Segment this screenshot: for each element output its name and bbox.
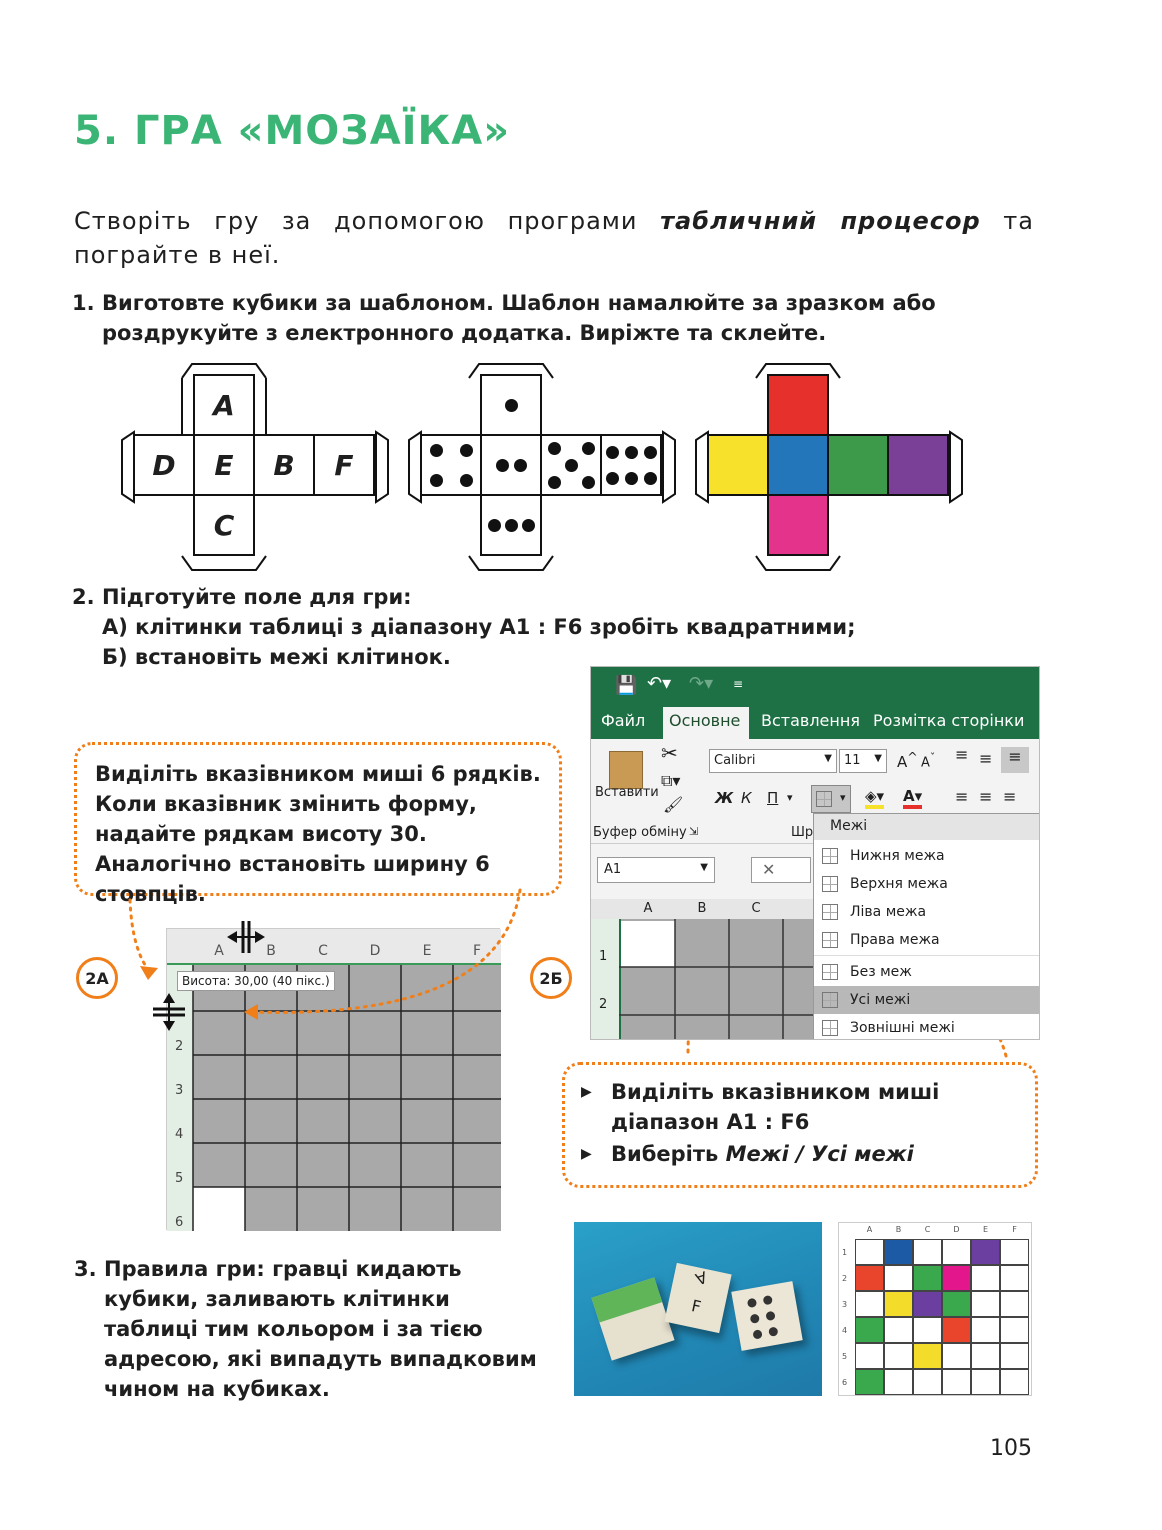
- step-2-b-label: Б): [102, 645, 128, 669]
- result-cell: [942, 1369, 971, 1395]
- row-header-6[interactable]: 6: [175, 1215, 184, 1230]
- callout-right-item-2: [581, 1137, 1019, 1171]
- result-cell: [1000, 1317, 1029, 1343]
- menu-item-label: Верхня межа: [850, 876, 948, 892]
- font-color-icon[interactable]: A▾: [903, 787, 922, 809]
- increase-font-icon[interactable]: A^: [897, 749, 918, 771]
- align-center-icon[interactable]: ≡: [979, 787, 993, 806]
- right-border-icon: [822, 932, 838, 948]
- col-header-d[interactable]: D: [369, 943, 381, 959]
- step-2-number: 2.: [72, 585, 95, 609]
- font-size-value: 11: [844, 753, 861, 768]
- result-grid-cells: [839, 1223, 1033, 1397]
- borders-icon: [816, 791, 832, 807]
- menu-title: Межі: [814, 814, 1040, 840]
- cube-face-a: A: [193, 374, 255, 436]
- cancel-edit-icon[interactable]: ✕: [751, 857, 811, 883]
- result-cell: [913, 1343, 942, 1369]
- result-grid: [838, 1222, 1032, 1396]
- tab-home[interactable]: Основне: [663, 707, 749, 739]
- paste-button[interactable]: Вставити: [595, 785, 659, 800]
- photo-die-letter-a: A: [693, 1267, 710, 1289]
- borders-button[interactable]: [811, 785, 851, 813]
- align-top-icon[interactable]: ≡: [955, 745, 969, 764]
- top-border-icon: [822, 876, 838, 892]
- fill-color-icon[interactable]: ◈▾: [865, 787, 884, 809]
- result-row-header: 5: [842, 1352, 848, 1361]
- italic-button[interactable]: К: [741, 789, 752, 807]
- no-border-icon: [822, 964, 838, 980]
- photo-die-letter-f: F: [689, 1296, 703, 1317]
- menu-item-no-border[interactable]: [814, 958, 1040, 986]
- menu-item-label: Зовнішні межі: [850, 1020, 955, 1036]
- callout-right-item-1-text: Виділіть вказівником миші діапазон A1 : F6: [611, 1080, 940, 1134]
- step-3-text: гравці кидають кубики, заливають клітинки таблиці тим кольором і за тією адресою, які випадуть випадковим чином на кубиках.: [104, 1257, 537, 1401]
- underline-dropdown-icon[interactable]: ▾: [787, 791, 793, 804]
- result-cell: [855, 1343, 884, 1369]
- page-number: 105: [990, 1436, 1032, 1461]
- result-cell: [942, 1239, 971, 1265]
- result-row-header: 2: [842, 1274, 848, 1283]
- col-header-c[interactable]: C: [751, 901, 761, 916]
- result-cell: [855, 1369, 884, 1395]
- undo-icon[interactable]: ↶▾: [647, 673, 672, 694]
- photo-die-dots: [731, 1281, 802, 1351]
- result-col-header: E: [982, 1225, 989, 1234]
- menu-item-right-border[interactable]: [814, 926, 1040, 954]
- photo-die-green: [591, 1277, 674, 1360]
- result-cell: [855, 1239, 884, 1265]
- tab-page-layout[interactable]: Розмітка сторінки: [873, 711, 1025, 730]
- result-cell: [1000, 1291, 1029, 1317]
- clipboard-group-label: Буфер обміну: [593, 825, 687, 840]
- result-row-header: 1: [842, 1248, 848, 1257]
- result-cell: [855, 1317, 884, 1343]
- tab-insert[interactable]: Вставлення: [761, 711, 860, 730]
- cube-face-d: D: [133, 434, 195, 496]
- cube-face-f: F: [313, 434, 375, 496]
- result-cell: [942, 1291, 971, 1317]
- callout-right: [562, 1062, 1038, 1188]
- result-col-header: F: [1012, 1225, 1017, 1234]
- chevron-down-icon: ▾: [840, 791, 846, 804]
- align-left-icon[interactable]: ≡: [955, 787, 969, 806]
- result-row-header: 6: [842, 1378, 848, 1387]
- cube-face-b: B: [253, 434, 315, 496]
- chevron-down-icon: ▼: [874, 753, 882, 764]
- excel-borders-screenshot: [590, 666, 1040, 1040]
- result-cell: [913, 1265, 942, 1291]
- underline-button[interactable]: П: [767, 789, 779, 807]
- step-3-label: Правила гри:: [104, 1257, 265, 1281]
- step-3: [74, 1254, 544, 1404]
- borders-dropdown-menu: [813, 813, 1040, 1040]
- quick-access-menu-icon[interactable]: ≡: [733, 677, 744, 691]
- col-header-c[interactable]: C: [318, 943, 328, 959]
- redo-icon[interactable]: ↷▾: [689, 673, 714, 694]
- callout-right-item-1: [581, 1077, 1019, 1137]
- intro-text-after: та пограйте в неї.: [74, 207, 1034, 269]
- bullet-triangle-icon: ▶: [581, 1146, 592, 1162]
- result-col-header: C: [924, 1225, 931, 1234]
- callout-right-item-2-text: Виберіть: [611, 1142, 726, 1166]
- step-3-number: 3.: [74, 1257, 97, 1281]
- tab-file[interactable]: Файл: [601, 711, 646, 730]
- bullet-triangle-icon: ▶: [581, 1084, 592, 1100]
- name-box-value: A1: [604, 862, 622, 877]
- row-header-4[interactable]: 4: [175, 1127, 184, 1142]
- bold-button[interactable]: Ж: [715, 789, 734, 807]
- result-cell: [855, 1265, 884, 1291]
- result-cell: [942, 1265, 971, 1291]
- menu-item-label: Ліва межа: [850, 904, 927, 920]
- step-2-b-text: встановіть межі клітинок.: [134, 645, 451, 669]
- result-cell: [971, 1317, 1000, 1343]
- font-group-label: Шр: [791, 825, 814, 840]
- step-2-a-text: клітинки таблиці з діапазону A1 : F6 зробіть квадратними;: [135, 615, 856, 639]
- badge-2a: 2А: [76, 957, 118, 999]
- result-cell: [913, 1239, 942, 1265]
- menu-item-label: Усі межі: [850, 992, 911, 1008]
- row-header-1[interactable]: 1: [599, 949, 608, 964]
- result-cell: [913, 1317, 942, 1343]
- row-header-3[interactable]: 3: [175, 1083, 184, 1098]
- clipboard-launcher-icon[interactable]: ⇲: [689, 825, 699, 838]
- result-cell: [884, 1291, 913, 1317]
- result-cell: [855, 1291, 884, 1317]
- outside-borders-icon: [822, 1020, 838, 1036]
- result-col-header: D: [953, 1225, 960, 1234]
- intro-text-before: Створіть гру за допомогою програми: [74, 207, 661, 235]
- save-icon[interactable]: 💾: [615, 675, 638, 696]
- result-cell: [971, 1369, 1000, 1395]
- result-cell: [1000, 1369, 1029, 1395]
- step-1-number: 1.: [72, 291, 95, 315]
- result-cell: [971, 1265, 1000, 1291]
- cut-icon[interactable]: ✂: [661, 741, 678, 765]
- col-header-a[interactable]: A: [214, 943, 224, 959]
- align-right-icon[interactable]: ≡: [1003, 787, 1017, 806]
- dice-photo: [574, 1222, 822, 1396]
- result-col-header: A: [866, 1225, 873, 1234]
- result-cell: [884, 1343, 913, 1369]
- col-header-e[interactable]: E: [422, 943, 432, 959]
- copy-icon[interactable]: ⧉▾: [661, 771, 681, 790]
- result-row-header: 4: [842, 1326, 848, 1335]
- intro-emphasis: табличний процесор: [660, 207, 981, 235]
- page-title: 5. ГРА «МОЗАЇКА»: [74, 108, 511, 154]
- result-cell: [971, 1343, 1000, 1369]
- result-cell: [1000, 1343, 1029, 1369]
- font-name-value: Calibri: [714, 753, 756, 768]
- cube-face-c: C: [193, 494, 255, 556]
- result-cell: [942, 1317, 971, 1343]
- format-painter-icon[interactable]: 🖌: [663, 795, 684, 814]
- result-cell: [1000, 1265, 1029, 1291]
- col-header-a[interactable]: A: [643, 901, 653, 916]
- all-borders-icon: [822, 992, 838, 1008]
- result-cell: [884, 1369, 913, 1395]
- chevron-down-icon: ▼: [700, 862, 708, 873]
- menu-item-all-borders[interactable]: [814, 986, 1040, 1014]
- menu-item-outside-borders[interactable]: [814, 1014, 1040, 1040]
- photo-die-letters: [664, 1263, 731, 1333]
- menu-item-label: Нижня межа: [850, 848, 945, 864]
- col-header-f[interactable]: F: [472, 943, 482, 959]
- result-cell: [913, 1369, 942, 1395]
- row-height-tooltip: Висота: 30,00 (40 пікс.): [177, 971, 335, 991]
- row-header-bar: [591, 919, 619, 1040]
- badge-2b: 2Б: [530, 957, 572, 999]
- result-cell: [971, 1239, 1000, 1265]
- step-1-text: Виготовте кубики за шаблоном. Шаблон намалюйте за зразком або роздрукуйте з електронного додатка. Виріжте та склейте.: [102, 291, 936, 345]
- align-bottom-icon[interactable]: ≡: [1001, 747, 1029, 773]
- paste-icon[interactable]: [609, 751, 643, 789]
- result-cell: [1000, 1239, 1029, 1265]
- callout-right-item-2-emphasis: Межі / Усі межі: [725, 1142, 914, 1166]
- result-cell: [884, 1239, 913, 1265]
- menu-item-top-border[interactable]: [814, 870, 1040, 898]
- menu-item-label: Без меж: [850, 964, 912, 980]
- decrease-font-icon[interactable]: $A^ˇ$: [921, 751, 936, 771]
- row-header-5[interactable]: 5: [175, 1171, 184, 1186]
- chevron-down-icon: ▼: [824, 753, 832, 764]
- row-header-2[interactable]: 2: [599, 997, 608, 1012]
- col-header-b[interactable]: B: [697, 901, 707, 916]
- name-box[interactable]: [597, 857, 715, 883]
- grid-lines: [619, 919, 819, 1040]
- result-row-header: 3: [842, 1300, 848, 1309]
- menu-item-label: Права межа: [850, 932, 940, 948]
- font-size-box[interactable]: [839, 749, 887, 773]
- menu-item-bottom-border[interactable]: [814, 842, 1040, 870]
- left-border-icon: [822, 904, 838, 920]
- result-col-header: B: [895, 1225, 902, 1234]
- callout-left-text: Виділіть вказівником миші 6 рядків. Коли вказівник змінить форму, надайте рядкам висоту 30. Аналогічно встановіть ширину 6 стовпців.: [95, 762, 541, 906]
- bottom-border-icon: [822, 848, 838, 864]
- menu-item-left-border[interactable]: [814, 898, 1040, 926]
- result-cell: [942, 1343, 971, 1369]
- row-header-2[interactable]: 2: [175, 1039, 184, 1054]
- result-cell: [884, 1265, 913, 1291]
- menu-divider: [814, 955, 1040, 956]
- step-2-text: Підготуйте поле для гри:: [102, 585, 412, 609]
- result-cell: [971, 1291, 1000, 1317]
- font-name-box[interactable]: [709, 749, 837, 773]
- result-cell: [913, 1291, 942, 1317]
- result-cell: [884, 1317, 913, 1343]
- col-header-b[interactable]: B: [266, 943, 276, 959]
- step-2-a-label: А): [102, 615, 128, 639]
- cube-face-e: E: [193, 434, 255, 496]
- align-middle-icon[interactable]: ≡: [979, 749, 993, 768]
